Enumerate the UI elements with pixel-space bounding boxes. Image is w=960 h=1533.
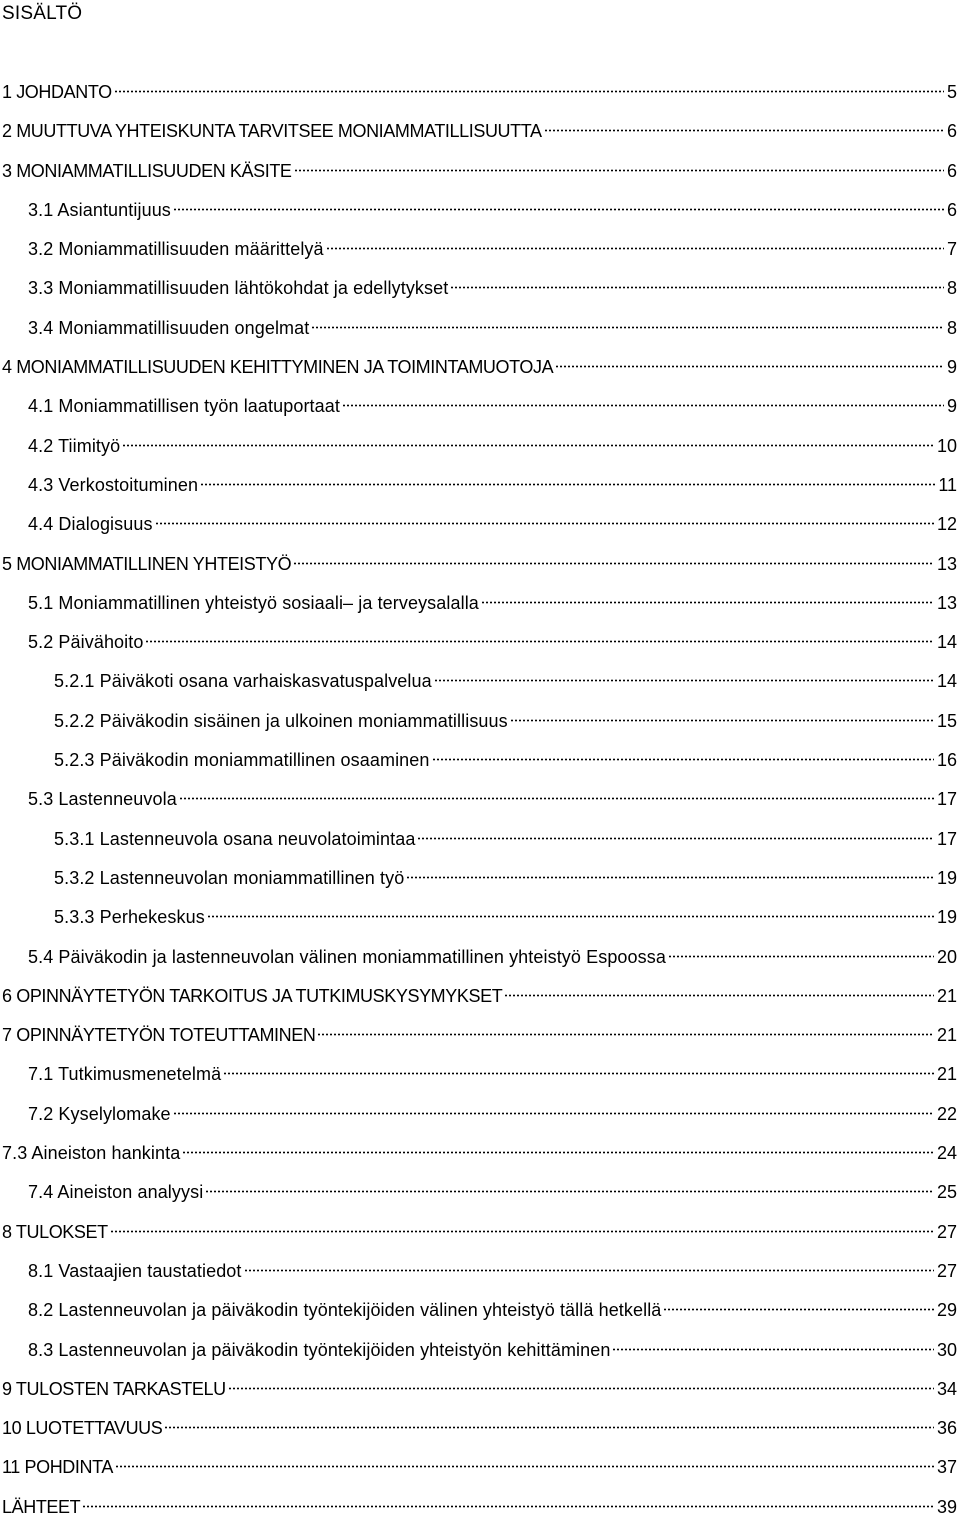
toc-entry[interactable] xyxy=(0,197,957,236)
toc-entry-page-number: 8 xyxy=(946,278,957,299)
toc-entry-page-number: 24 xyxy=(936,1143,957,1164)
toc-entry-title: 5.2 Päivähoito xyxy=(28,632,144,653)
toc-entry[interactable] xyxy=(0,1297,957,1336)
dot-leader xyxy=(293,562,934,565)
dot-leader xyxy=(173,1112,934,1115)
toc-entry-page-number: 16 xyxy=(936,750,957,771)
toc-entry[interactable] xyxy=(0,944,957,983)
dot-leader xyxy=(417,837,934,840)
toc-entry-title: 5.3.3 Perhekeskus xyxy=(54,907,205,928)
dot-leader xyxy=(481,601,934,604)
toc-entry[interactable] xyxy=(0,629,957,668)
toc-entry-title: 5.4 Päiväkodin ja lastenneuvolan välinen moniammatillinen yhteistyö Espoossa xyxy=(28,946,666,967)
toc-entry[interactable] xyxy=(0,551,957,590)
toc-entry-title: 3.2 Moniammatillisuuden määrittelyä xyxy=(28,239,324,260)
dot-leader xyxy=(326,247,944,250)
dot-leader xyxy=(663,1308,934,1311)
toc-entry[interactable] xyxy=(0,708,957,747)
toc-entry[interactable] xyxy=(0,354,957,393)
toc-entry[interactable] xyxy=(0,1140,957,1179)
toc-entry-title: 8.2 Lastenneuvolan ja päiväkodin työntekijöiden välinen yhteistyö tällä hetkellä xyxy=(28,1300,662,1321)
toc-entry[interactable] xyxy=(0,315,957,354)
dot-leader xyxy=(114,90,944,93)
toc-entry-title: 5.1 Moniammatillinen yhteistyö sosiaali– ja terveysalalla xyxy=(28,592,479,613)
toc-entry-title: 5.3.1 Lastenneuvola osana neuvolatoimintaa xyxy=(54,828,416,849)
toc-entry-page-number: 19 xyxy=(936,907,957,928)
toc-entry-page-number: 15 xyxy=(936,710,957,731)
toc-entry-page-number: 22 xyxy=(936,1103,957,1124)
dot-leader xyxy=(432,758,934,761)
toc-entry-page-number: 19 xyxy=(936,867,957,888)
toc-entry-page-number: 27 xyxy=(936,1221,957,1242)
dot-leader xyxy=(200,483,935,486)
dot-leader xyxy=(205,1190,934,1193)
toc-entry[interactable] xyxy=(0,590,957,629)
dot-leader xyxy=(179,797,934,800)
toc-entry-page-number: 17 xyxy=(936,828,957,849)
toc-entry[interactable] xyxy=(0,1179,957,1218)
dot-leader xyxy=(504,994,934,997)
toc-entry-title: 9 TULOSTEN TARKASTELU xyxy=(2,1378,226,1399)
toc-entry[interactable] xyxy=(0,786,957,825)
toc-entry-page-number: 37 xyxy=(936,1457,957,1478)
toc-entry-title: 5.2.2 Päiväkodin sisäinen ja ulkoinen moniammatillisuus xyxy=(54,710,508,731)
toc-entry[interactable] xyxy=(0,1061,957,1100)
toc-entry-page-number: 13 xyxy=(936,592,957,613)
toc-entry-title: 4.1 Moniammatillisen työn laatuportaat xyxy=(28,396,340,417)
dot-leader xyxy=(173,208,944,211)
toc-entry-title: 11 POHDINTA xyxy=(2,1457,113,1478)
toc-entry[interactable] xyxy=(0,668,957,707)
dot-leader xyxy=(207,915,934,918)
toc-entry-page-number: 30 xyxy=(936,1339,957,1360)
toc-entry-title: 7.1 Tutkimusmenetelmä xyxy=(28,1064,222,1085)
toc-entry-title: LÄHTEET xyxy=(2,1496,81,1517)
toc-entry[interactable] xyxy=(0,1494,957,1533)
dot-leader xyxy=(317,1033,934,1036)
toc-entry-page-number: 21 xyxy=(936,1025,957,1046)
toc-entry-title: 3.4 Moniammatillisuuden ongelmat xyxy=(28,317,310,338)
dot-leader xyxy=(434,679,934,682)
dot-leader xyxy=(228,1387,934,1390)
toc-entry[interactable] xyxy=(0,1337,957,1376)
toc-entry-title: 8.1 Vastaajien taustatiedot xyxy=(28,1260,242,1281)
toc-entry[interactable] xyxy=(0,1219,957,1258)
toc-entry[interactable] xyxy=(0,393,957,432)
toc-entry-page-number: 12 xyxy=(936,514,957,535)
toc-entry-page-number: 34 xyxy=(936,1378,957,1399)
dot-leader xyxy=(668,955,934,958)
toc-entry-page-number: 9 xyxy=(946,357,957,378)
toc-entry[interactable] xyxy=(0,511,957,550)
toc-entry[interactable] xyxy=(0,865,957,904)
toc-entry-page-number: 6 xyxy=(946,121,957,142)
dot-leader xyxy=(182,1151,934,1154)
dot-leader xyxy=(555,365,944,368)
dot-leader xyxy=(244,1269,934,1272)
toc-entry-title: 5.3.2 Lastenneuvolan moniammatillinen työ xyxy=(54,867,405,888)
toc-entry[interactable] xyxy=(0,747,957,786)
toc-entry[interactable] xyxy=(0,158,957,197)
toc-entry-page-number: 20 xyxy=(936,946,957,967)
toc-heading: SISÄLTÖ xyxy=(2,3,83,24)
toc-entry-title: 5.2.1 Päiväkoti osana varhaiskasvatuspalvelua xyxy=(54,671,432,692)
toc-entry-page-number: 10 xyxy=(936,435,957,456)
toc-entry-title: 8 TULOKSET xyxy=(2,1221,108,1242)
dot-leader xyxy=(510,719,934,722)
toc-entry-title: 4.4 Dialogisuus xyxy=(28,514,153,535)
toc-entry-page-number: 6 xyxy=(946,199,957,220)
dot-leader xyxy=(294,169,944,172)
toc-entry-title: 5 MONIAMMATILLINEN YHTEISTYÖ xyxy=(2,553,292,574)
toc-entry-page-number: 14 xyxy=(936,671,957,692)
toc-entry[interactable] xyxy=(0,826,957,865)
toc-entry-page-number: 17 xyxy=(936,789,957,810)
toc-entry-title: 2 MUUTTUVA YHTEISKUNTA TARVITSEE MONIAMMATILLISUUTTA xyxy=(2,121,542,142)
toc-entry[interactable] xyxy=(0,118,957,157)
dot-leader xyxy=(450,286,944,289)
toc-entry-page-number: 6 xyxy=(946,160,957,181)
toc-entry[interactable] xyxy=(0,983,957,1022)
dot-leader xyxy=(612,1348,933,1351)
toc-entry[interactable] xyxy=(0,275,957,314)
toc-entry[interactable] xyxy=(0,236,957,275)
toc-entry[interactable] xyxy=(0,1101,957,1140)
toc-entry-page-number: 21 xyxy=(936,985,957,1006)
toc-entry-title: 6 OPINNÄYTETYÖN TARKOITUS JA TUTKIMUSKYSYMYKSET xyxy=(2,985,503,1006)
toc-entry-page-number: 8 xyxy=(946,317,957,338)
toc-entry-page-number: 25 xyxy=(936,1182,957,1203)
dot-leader xyxy=(406,876,934,879)
toc-entry-title: 7.3 Aineiston hankinta xyxy=(2,1143,181,1164)
toc-entry-page-number: 14 xyxy=(936,632,957,653)
toc-entry-title: 7 OPINNÄYTETYÖN TOTEUTTAMINEN xyxy=(2,1025,316,1046)
toc-entry[interactable] xyxy=(0,472,957,511)
toc-entry-title: 1 JOHDANTO xyxy=(2,82,112,102)
toc-entry-page-number: 36 xyxy=(936,1418,957,1439)
toc-entry-page-number: 5 xyxy=(946,82,957,102)
toc-entry-title: 5.2.3 Päiväkodin moniammatillinen osaaminen xyxy=(54,750,430,771)
toc-entry[interactable] xyxy=(0,1022,957,1061)
toc-entry-title: 8.3 Lastenneuvolan ja päiväkodin työntekijöiden yhteistyön kehittäminen xyxy=(28,1339,611,1360)
toc-entry-title: 7.2 Kyselylomake xyxy=(28,1103,171,1124)
toc-entry[interactable] xyxy=(0,904,957,943)
toc-entry-title: 4.2 Tiimityö xyxy=(28,435,121,456)
toc-entry-page-number: 13 xyxy=(936,553,957,574)
dot-leader xyxy=(155,522,934,525)
toc-list xyxy=(0,79,957,1533)
dot-leader xyxy=(110,1230,934,1233)
toc-entry-page-number: 9 xyxy=(946,396,957,417)
dot-leader xyxy=(122,444,934,447)
toc-entry-title: 5.3 Lastenneuvola xyxy=(28,789,177,810)
toc-entry-page-number: 39 xyxy=(936,1496,957,1517)
toc-entry[interactable] xyxy=(0,79,957,118)
dot-leader xyxy=(311,326,944,329)
toc-entry[interactable] xyxy=(0,1376,957,1415)
toc-entry-page-number: 21 xyxy=(936,1064,957,1085)
toc-entry-title: 10 LUOTETTAVUUS xyxy=(2,1418,163,1439)
dot-leader xyxy=(145,640,933,643)
toc-entry-title: 4.3 Verkostoituminen xyxy=(28,474,199,495)
toc-entry-title: 3.1 Asiantuntijuus xyxy=(28,199,171,220)
toc-entry-page-number: 7 xyxy=(946,239,957,260)
toc-entry-title: 7.4 Aineiston analyysi xyxy=(28,1182,204,1203)
toc-entry-title: 4 MONIAMMATILLISUUDEN KEHITTYMINEN JA TOIMINTAMUOTOJA xyxy=(2,357,554,378)
toc-entry-page-number: 11 xyxy=(938,474,957,495)
dot-leader xyxy=(544,129,944,132)
toc-entry[interactable] xyxy=(0,433,957,472)
toc-entry-title: 3 MONIAMMATILLISUUDEN KÄSITE xyxy=(2,160,292,181)
toc-entry[interactable] xyxy=(0,1415,957,1454)
toc-entry[interactable] xyxy=(0,1454,957,1493)
dot-leader xyxy=(82,1505,934,1508)
toc-entry-page-number: 29 xyxy=(936,1300,957,1321)
toc-entry-page-number: 27 xyxy=(936,1260,957,1281)
dot-leader xyxy=(342,404,944,407)
toc-entry-title: 3.3 Moniammatillisuuden lähtökohdat ja edellytykset xyxy=(28,278,449,299)
dot-leader xyxy=(164,1426,934,1429)
dot-leader xyxy=(223,1072,934,1075)
dot-leader xyxy=(115,1465,934,1468)
toc-entry[interactable] xyxy=(0,1258,957,1297)
